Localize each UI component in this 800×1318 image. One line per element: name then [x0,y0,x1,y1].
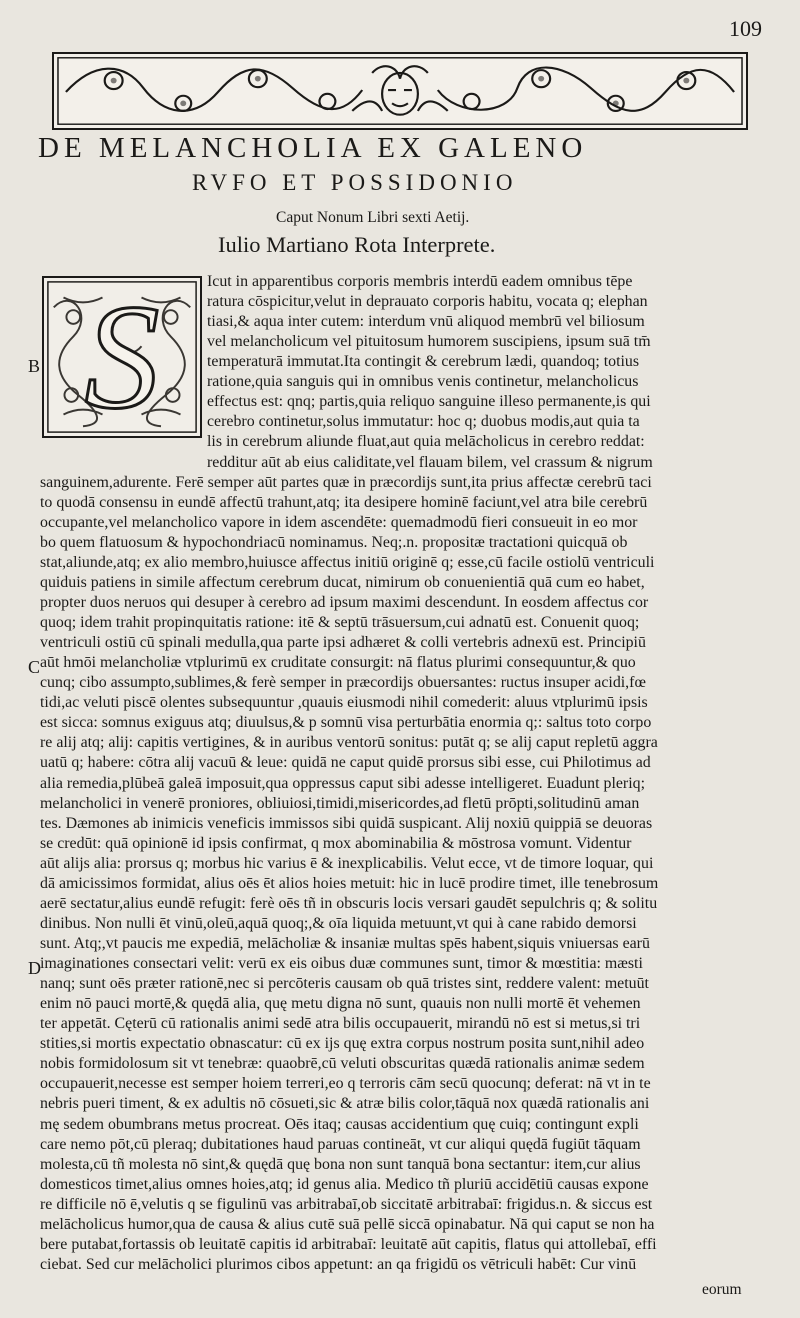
catchword: eorum [702,1281,742,1298]
text-line: imaginationes consectari velit: verū ex eis oibus duæ communes sunt, timor & mœstitia: mæsti [40,955,643,972]
margin-letter-d: D [28,958,41,978]
text-line: aerē sectatur,alius eundē refugit: ferè oēs tñ in obscuris locis versari gaudēt sepulchris q; & solitu [40,895,658,912]
text-line: ratura cōspicitur,velut in deprauato corporis habitu, vocata q; elephan [207,293,648,310]
ornamental-headpiece [52,52,748,130]
text-line: melancholici in venerē proniores, obliuiosi,timidi,misericordes,ad fletū prōpti,solitudinū aman [40,795,640,812]
text-line: mę sedem obumbrans metus procreat. Oēs itaq; causas accidentium quę cuiq; contingunt expli [40,1116,639,1133]
text-line: occupante,vel melancholico vapore in idem ascendēte: quemadmodū fieri consueuit in eo mor [40,514,638,531]
drop-cap-letter: S [84,274,160,440]
text-line: quoq; idem trahit propinquitatis ratione: itē & septū trāsuersum,cui adnatū est. Conuenit quoq; [40,614,640,631]
text-line: ratione,quia sanguis qui in omnibus venis continetur, melancholicus [207,373,639,390]
text-line: stities,si mortis expectatio obnascatur: cū ex ijs quę extra corpus nostrum posita sunt,nihil adeo [40,1035,645,1052]
text-line: vel melancholicum vel pituitosum humorem suscipiens, ipsum suā tm̄ [207,333,651,350]
text-line: tes. Dæmones ab inimicis veneficis immissos sibi quidā suspicant. Alij noxiū quippiā se deuoras [40,815,653,832]
text-line: domesticos timet,alius omnes hoies,atq; id genus alia. Medico tñ pluriū accidētiū causas expone [40,1176,649,1193]
text-line: est sicca: somnus exiguus atq; diuulsus,& p somnū visa perturbātia enormia q;: saltus toto corpo [40,714,652,731]
text-line: bere putabat,fortassis ob leuitatē capitis id arbitrabaī: leuitatē aūt capitis, flatus qui attollebaī, effi [40,1236,657,1253]
text-line: re difficile nō ē,velutis q se figulinū vas arbitrabaī,ob siccitatē arbitrabaī: frigidus.n. & siccus est [40,1196,653,1213]
text-line: sunt. Atq;,vt paucis me expediā, melācholiæ & insaniæ multas spēs habent,siquis vniuersas earū [40,935,650,952]
text-line: ciebat. Sed cur melācholici plurimos cibos appetunt: an qa frigidū os vētriculi habēt: Cur vinū [40,1256,637,1273]
text-line: tidi,ac veluti piscē olentes subsequuntur ,quauis eiusmodi nihil comederit: aluus vtplurimū ipsis [40,694,648,711]
text-line: stat,aliunde,atq; ex alio membro,huiusce affectus initiū originē q; esse,cū facile ostiolū ventriculi [40,554,655,571]
text-line: occupauerit,necesse est semper hoiem terreri,eo q terroris cām secū quocunq; deferat: nā vt in te [40,1075,651,1092]
text-line: nebris pueri timent, & ex adultis nō cōsueti,sic & atræ bilis color,tāquā nox quædā rationalis ani [40,1095,650,1112]
text-line: effectus est: qnq; partis,quia reliquo sanguine illeso permanente,is qui [207,393,651,410]
text-line: temperaturā immutat.Ita contingit & cerebrum lædi, quandoq; totius [207,353,640,370]
headpiece-ornament-icon [54,54,746,128]
text-line: alia remedia,plūbeā galeā imposuit,qua oppressus caput sibi adesse intelligeret. Euadunt pleriq; [40,775,645,792]
text-line: Icut in apparentibus corporis membris interdū eadem omnibus tēpe [207,273,633,290]
margin-letter-b: B [28,356,41,376]
text-line: bo quem flatuosum & hypochondriacū nominamus. Neq;.n. propositæ tractationi quicquā ob [40,534,628,551]
text-line: ter appetāt. Cęterū cū rationalis animi sedē atra bilis occupauerit, mirandū nō est si metus,si tri [40,1015,641,1032]
text-line: cerebro continetur,solus immutatur: hoc q; duobus modis,aut quia ta [207,413,640,430]
text-line: aūt alijs alia: prorsus q; morbus hic varius ē & inexplicabilis. Velut ecce, vt de timore loquar, qui [40,855,654,872]
text-line: care nemo pōt,cū pleraq; dubitationes haud paruas contineāt, vt cur aliqui quędā fugiūt tāquam [40,1136,641,1153]
text-line: to quodā consensu in eundē affectū trahunt,atq; ita desipere hominē faciunt,vel atra bile cerebrū [40,494,648,511]
text-line: dā amicissimos formidat, alius oēs ēt alios hoies metuit: hic in lucē prodire timet, ille tenebrosum [40,875,659,892]
chapter-title: DE MELANCHOLIA EX GALENO [38,132,588,164]
interpreter-line: Iulio Martiano Rota Interprete. [218,232,496,257]
text-line: nanq; sunt oēs præter rationē,nec si percōteris causam ob quā tristes sint, reddere valent: metuūt [40,975,649,992]
text-line: enim nō pauci mortē,& quędā alia, quę metu digna nō sunt, quauis non nulli mortē ēt vehemen [40,995,641,1012]
text-line: tiasi,& aqua inter cutem: interdum vnū aliquod membrū vel biliosum [207,313,645,330]
text-line: ventriculi ostiū cū spinali medulla,qua parte ipsi adhæret & colli vertebris adnexū est. Principiū [40,634,646,651]
text-line: propter duos neruos qui desuper à cerebro ad ipsum maximi descendunt. In eosdem affectus cor [40,594,649,611]
text-line: redditur aūt ab eius caliditate,vel flauam bilem, vel crassum & nigrum [207,454,653,471]
decorated-initial [42,276,202,438]
text-line: aūt hmōi melancholiæ vtplurimū ex cruditate consurgit: nā flatus plurimi consequuntur,& quo [40,654,636,671]
chapter-caption: Caput Nonum Libri sexti Aetij. [276,209,470,226]
chapter-subtitle: RVFO ET POSSIDONIO [192,170,518,195]
text-line: quiduis patiens in simile affectum cerebrum ducat, nimirum ob conuenientiā quā cum eo habet, [40,574,645,591]
margin-letter-c: C [28,657,41,677]
text-line: cunq; cibo assumpto,sublimes,& ferè semper in præcordijs obuersantes: ructus insuper acidi,fœ [40,674,646,691]
text-line: se credūt: quā opinionē id ipsis confirmat, q mox abominabilia & mōstrosa vomunt. Videntur [40,835,632,852]
text-line: lis in cerebrum aliunde fluat,aut quia melācholicus in cerebro reddat: [207,433,645,450]
text-line: uatū q; habere: cōtra alij vacuū & leue: quidā ne caput quidē prorsus sibi esse, cui Philotimus ad [40,754,651,771]
page-number: 109 [729,16,762,41]
text-line: dinibus. Non nulli ēt vinū,oleū,aquā quoq;,& oīa liquida metuunt,vt qui à cane rabido demorsi [40,915,637,932]
text-line: re alij atq; alij: capitis vertigines, & in auribus ventorū sonitus: putāt q; se alij caput repletū aggra [40,734,658,751]
text-line: sanguinem,adurente. Ferē semper aūt partes quæ in præcordijs sunt,ita prius affectæ cerebrū taci [40,474,652,491]
text-line: molesta,cū tñ molesta nō sint,& quędā quę bona non sunt tanquā bona sectantur: item,cur alius [40,1156,641,1173]
text-line: melācholicus humor,qua de causa & alius cutē suā pellē siccā opinabatur. Nā qui caput se non ha [40,1216,655,1233]
text-line: nobis formidolosum sit vt tenebræ: quaobrē,cū veluti obscuritas quædā rationalis animæ sedem [40,1055,645,1072]
